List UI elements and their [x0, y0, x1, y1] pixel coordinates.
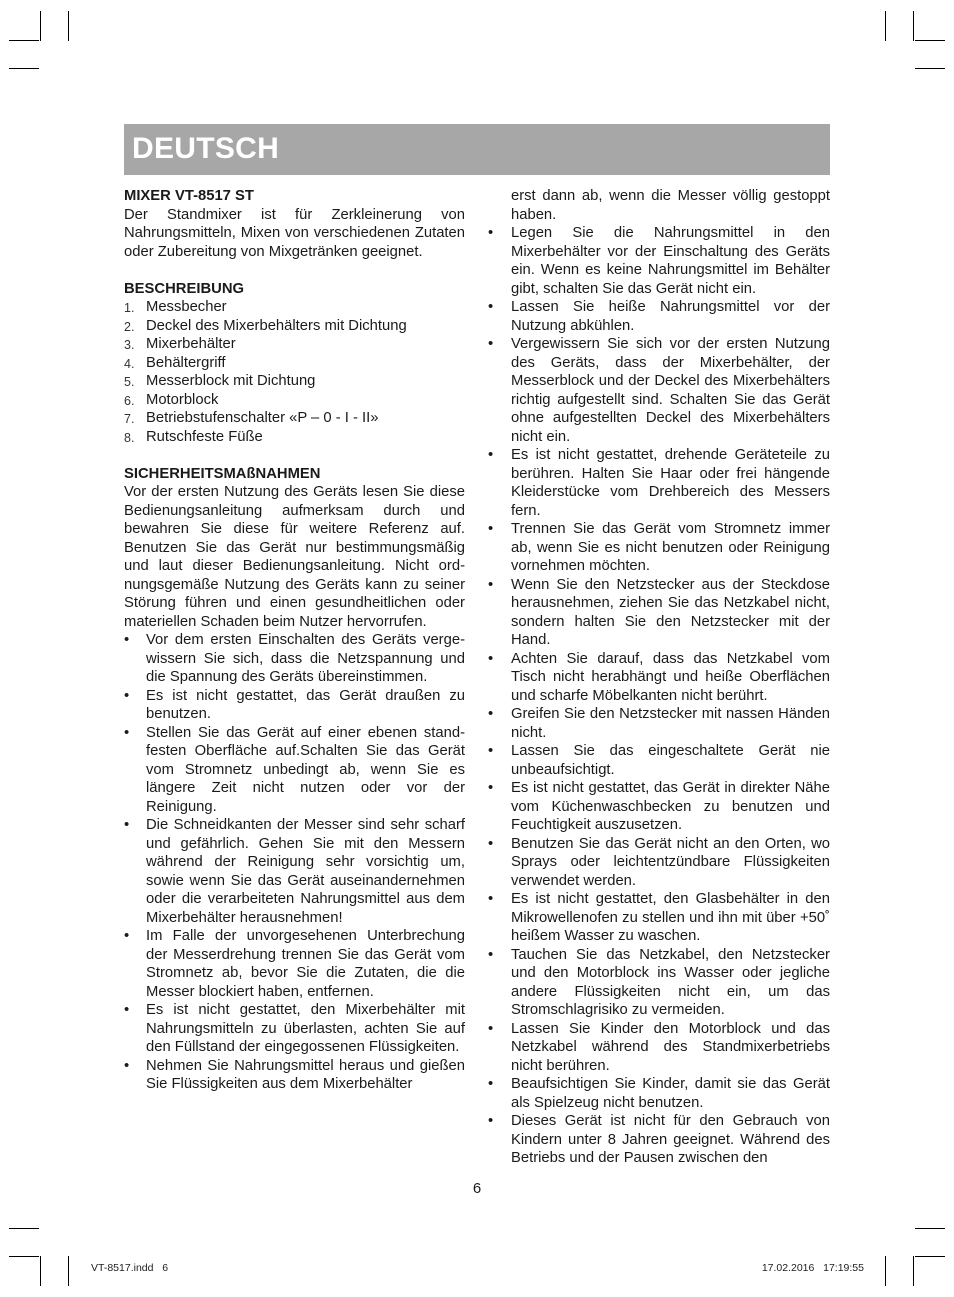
bullet-item	[124, 631, 465, 687]
bullet-icon: •	[488, 336, 494, 352]
bullet-item	[487, 835, 830, 891]
bullet-item	[487, 576, 830, 650]
left-column	[124, 187, 465, 1094]
bullet-item	[124, 927, 465, 1001]
description-list	[124, 298, 465, 446]
bullet-icon: •	[488, 946, 494, 963]
product-heading: MIXER VT-8517 ST	[124, 188, 254, 204]
safety-list	[124, 631, 465, 1094]
bullet-text: Trennen Sie das Gerät vom Stromnetz immer ab, wenn Sie es nicht benutzen oder Reinigung vornehmen möchten.	[511, 521, 830, 574]
bullet-icon: •	[488, 521, 494, 537]
bullet-item	[487, 779, 830, 835]
bullet-text: Stellen Sie das Gerät auf einer ebenen standfesten Oberfläche auf.Schalten Sie das Gerät vom Stromnetz unbedingt ab, wenn Sie es längere Zeit nicht nutzen oder vor der Reinigung.	[146, 724, 465, 815]
bullet-icon: •	[488, 225, 494, 241]
bullet-text: Lassen Sie das eingeschaltete Gerät nie unbeaufsichtigt.	[511, 743, 830, 778]
bullet-text: Tauchen Sie das Netzkabel, den Netzstecker und den Motorblock ins Wasser oder jegliche andere Flüssigkeiten nicht ein, um das Stromschlagrisiko zu vermeiden.	[511, 946, 830, 1018]
item-label: Rutschfeste Füße	[146, 428, 263, 445]
page-number: 6	[472, 1180, 482, 1197]
description-item	[124, 335, 465, 354]
crop-mark	[913, 1256, 914, 1286]
description-item	[124, 428, 465, 447]
description-item	[124, 372, 465, 391]
bullet-item	[124, 724, 465, 817]
bullet-icon: •	[124, 1002, 130, 1018]
item-label: Mixerbehälter	[146, 336, 236, 352]
crop-mark	[885, 1256, 886, 1286]
bullet-icon: •	[124, 632, 130, 648]
bullet-icon: •	[488, 706, 494, 722]
bullet-item	[487, 742, 830, 779]
bullet-icon: •	[488, 780, 494, 796]
description-item	[124, 391, 465, 410]
item-number: 8.	[124, 430, 135, 445]
bullet-item	[487, 520, 830, 576]
bullet-icon: •	[488, 743, 494, 759]
bullet-icon: •	[124, 928, 130, 944]
bullet-icon: •	[488, 299, 494, 315]
page-title: DEUTSCH	[132, 132, 280, 165]
bullet-text: Beaufsichtigen Sie Kinder, damit sie das Gerät als Spielzeug nicht benutzen.	[511, 1076, 830, 1111]
bullet-text: Greifen Sie den Netzstecker mit nassen Händen nicht.	[511, 706, 830, 741]
crop-mark	[9, 68, 39, 69]
bullet-icon: •	[124, 724, 130, 741]
bullet-item	[487, 335, 830, 446]
safety-intro: Vor der ersten Nutzung des Geräts lesen Sie diese Bedienungsanleitung aufmerksam durch und bewahren Sie diese für weitere Referenz auf. Benutzen Sie das Gerät nur bestimmungsmäßig und laut dieser Bedienungsanleitung. Nicht ordnungsgemäße Nutzung des Geräts kann zu seiner Störung führen und einen gesundheitlichen oder materiellen Schaden beim Nutzer hervorrufen.	[124, 484, 465, 630]
intro-paragraph: Der Standmixer ist für Zerkleinerung von Nahrungsmitteln, Mixen von verschiedenen Zutaten oder Zubereitung von Mixgetränken geeignet.	[124, 206, 465, 260]
item-label: Betriebstufenschalter «P – 0 - I - II»	[146, 410, 379, 426]
bullet-item	[487, 298, 830, 335]
item-label: Deckel des Mixerbehälters mit Dichtung	[146, 317, 407, 334]
crop-mark	[915, 1228, 945, 1229]
bullet-icon: •	[488, 1113, 494, 1129]
bullet-text: Es ist nicht gestattet, den Mixerbehälter mit Nahrungsmitteln zu überlasten, achten Sie auf den Füllstand der eingegossenen Flüssigkeiten.	[146, 1002, 465, 1055]
bullet-text: Es ist nicht gestattet, drehende Geräteteile zu berühren. Halten Sie Haar oder frei hängende Kleiderstücke vom Drehbereich des Messers fern.	[511, 447, 830, 519]
bullet-icon: •	[488, 650, 494, 667]
file-name: VT-8517.indd 6	[91, 1262, 169, 1274]
right-column	[487, 187, 830, 1168]
safety-list	[487, 224, 830, 1168]
bullet-icon: •	[488, 576, 494, 593]
bullet-text: Es ist nicht gestattet, das Gerät in direkter Nähe vom Küchenwaschbecken zu benutzen und Feuchtigkeit auszusetzen.	[511, 780, 830, 833]
bullet-item	[124, 1057, 465, 1094]
item-number: 7.	[124, 412, 135, 426]
bullet-text: Achten Sie darauf, dass das Netzkabel vom Tisch nicht herabhängt und heiße Oberflächen und scharfe Möbelkanten nicht berührt.	[511, 650, 830, 704]
item-label: Messbecher	[146, 299, 227, 315]
bullet-icon: •	[124, 1057, 130, 1074]
bullet-item	[124, 1001, 465, 1057]
bullet-text: Es ist nicht gestattet, den Glasbehälter in den Mikrowellenofen zu stellen und ihn mit über +50˚ heißem Wasser zu waschen.	[511, 891, 830, 944]
continued-text: erst dann ab, wenn die Messer völlig gestoppt haben.	[511, 188, 830, 223]
bullet-text: Vor dem ersten Einschalten des Geräts vergewissern Sie sich, dass die Netzspannung und die Spannung des Geräts übereinstimmen.	[146, 632, 465, 685]
bullet-icon: •	[124, 817, 130, 833]
description-heading: BESCHREIBUNG	[124, 280, 245, 297]
bullet-text: Im Falle der unvorgesehenen Unterbrechung der Messerdrehung trennen Sie das Gerät vom Stromnetz ab, bevor Sie die Zutaten, die die Messer blockiert haben, entfernen.	[146, 928, 465, 1000]
bullet-icon: •	[488, 447, 494, 463]
item-number: 4.	[124, 356, 135, 371]
bullet-item	[124, 687, 465, 724]
bullet-text: Vergewissern Sie sich vor der ersten Nutzung des Geräts, dass der Mixerbehälter, der Messerblock und der Deckel des Mixerbehälters richtig aufgestellt sind. Schalten Sie das Gerät ohne aufgestellten Deckel des Mixerbehälters nicht ein.	[511, 336, 830, 445]
item-label: Motorblock	[146, 391, 219, 408]
description-item	[124, 298, 465, 317]
bullet-item	[487, 224, 830, 298]
bullet-icon: •	[124, 687, 130, 704]
crop-mark	[915, 68, 945, 69]
bullet-item	[487, 890, 830, 946]
bullet-icon: •	[488, 891, 494, 907]
crop-mark	[915, 40, 945, 41]
bullet-item	[487, 705, 830, 742]
bullet-item	[487, 1020, 830, 1076]
crop-mark	[915, 1256, 945, 1257]
crop-mark	[68, 11, 69, 41]
bullet-item	[487, 446, 830, 520]
bullet-item	[487, 946, 830, 1020]
item-number: 5.	[124, 375, 135, 389]
crop-mark	[885, 11, 886, 41]
bullet-item	[487, 1112, 830, 1168]
bullet-item	[487, 1075, 830, 1112]
item-label: Messerblock mit Dichtung	[146, 373, 316, 389]
bullet-text: Wenn Sie den Netzstecker aus der Steckdose herausnehmen, ziehen Sie das Netzkabel nicht, sondern halten Sie den Netzstecker mit der Hand.	[511, 576, 830, 648]
bullet-text: Benutzen Sie das Gerät nicht an den Orten, wo Sprays oder leichtentzündbare Flüssigkeiten verwendet werden.	[511, 835, 830, 889]
crop-mark	[9, 1228, 39, 1229]
bullet-text: Lassen Sie Kinder den Motorblock und das Netzkabel während des Standmixerbetriebs nicht berühren.	[511, 1020, 830, 1074]
item-number: 1.	[124, 301, 135, 315]
safety-heading: SICHERHEITSMAßNAHMEN	[124, 465, 321, 482]
crop-mark	[913, 11, 914, 41]
bullet-text: Legen Sie die Nahrungsmittel in den Mixerbehälter vor der Einschaltung des Geräts ein. Wenn es keine Nahrungsmittel im Behälter gibt, schalten Sie das Gerät nicht ein.	[511, 225, 830, 297]
item-label: Behältergriff	[146, 354, 226, 371]
crop-mark	[40, 11, 41, 41]
description-item	[124, 317, 465, 336]
item-number: 6.	[124, 393, 135, 408]
language-banner	[124, 124, 830, 175]
item-number: 2.	[124, 319, 135, 334]
crop-mark	[40, 1256, 41, 1286]
bullet-text: Lassen Sie heiße Nahrungsmittel vor der Nutzung abkühlen.	[511, 299, 830, 334]
bullet-text: Dieses Gerät ist nicht für den Gebrauch von Kindern unter 8 Jahren geeignet. Während des Betriebs und der Pausen zwischen den	[511, 1113, 830, 1166]
bullet-text: Die Schneidkanten der Messer sind sehr scharf und gefährlich. Gehen Sie mit den Messern während der Reinigung sehr vorsichtig um, sowie wenn Sie das Gerät auseinandernehmen oder die verarbeiteten Nahrungsmittel aus dem Mixerbehälter herausnehmen!	[146, 817, 465, 926]
bullet-icon: •	[488, 1076, 494, 1092]
crop-mark	[9, 40, 39, 41]
bullet-text: Es ist nicht gestattet, das Gerät draußen zu benutzen.	[146, 687, 465, 722]
crop-mark	[9, 1256, 39, 1257]
description-item	[124, 409, 465, 428]
bullet-icon: •	[488, 1020, 494, 1037]
description-item	[124, 354, 465, 373]
bullet-text: Nehmen Sie Nahrungsmittel heraus und gießen Sie Flüssigkeiten aus dem Mixerbehälter	[146, 1057, 465, 1092]
bullet-icon: •	[488, 835, 494, 852]
bullet-item	[487, 650, 830, 706]
crop-mark	[68, 1256, 69, 1286]
bullet-item	[124, 816, 465, 927]
timestamp: 17.02.2016 17:19:55	[761, 1262, 864, 1274]
item-number: 3.	[124, 338, 135, 352]
